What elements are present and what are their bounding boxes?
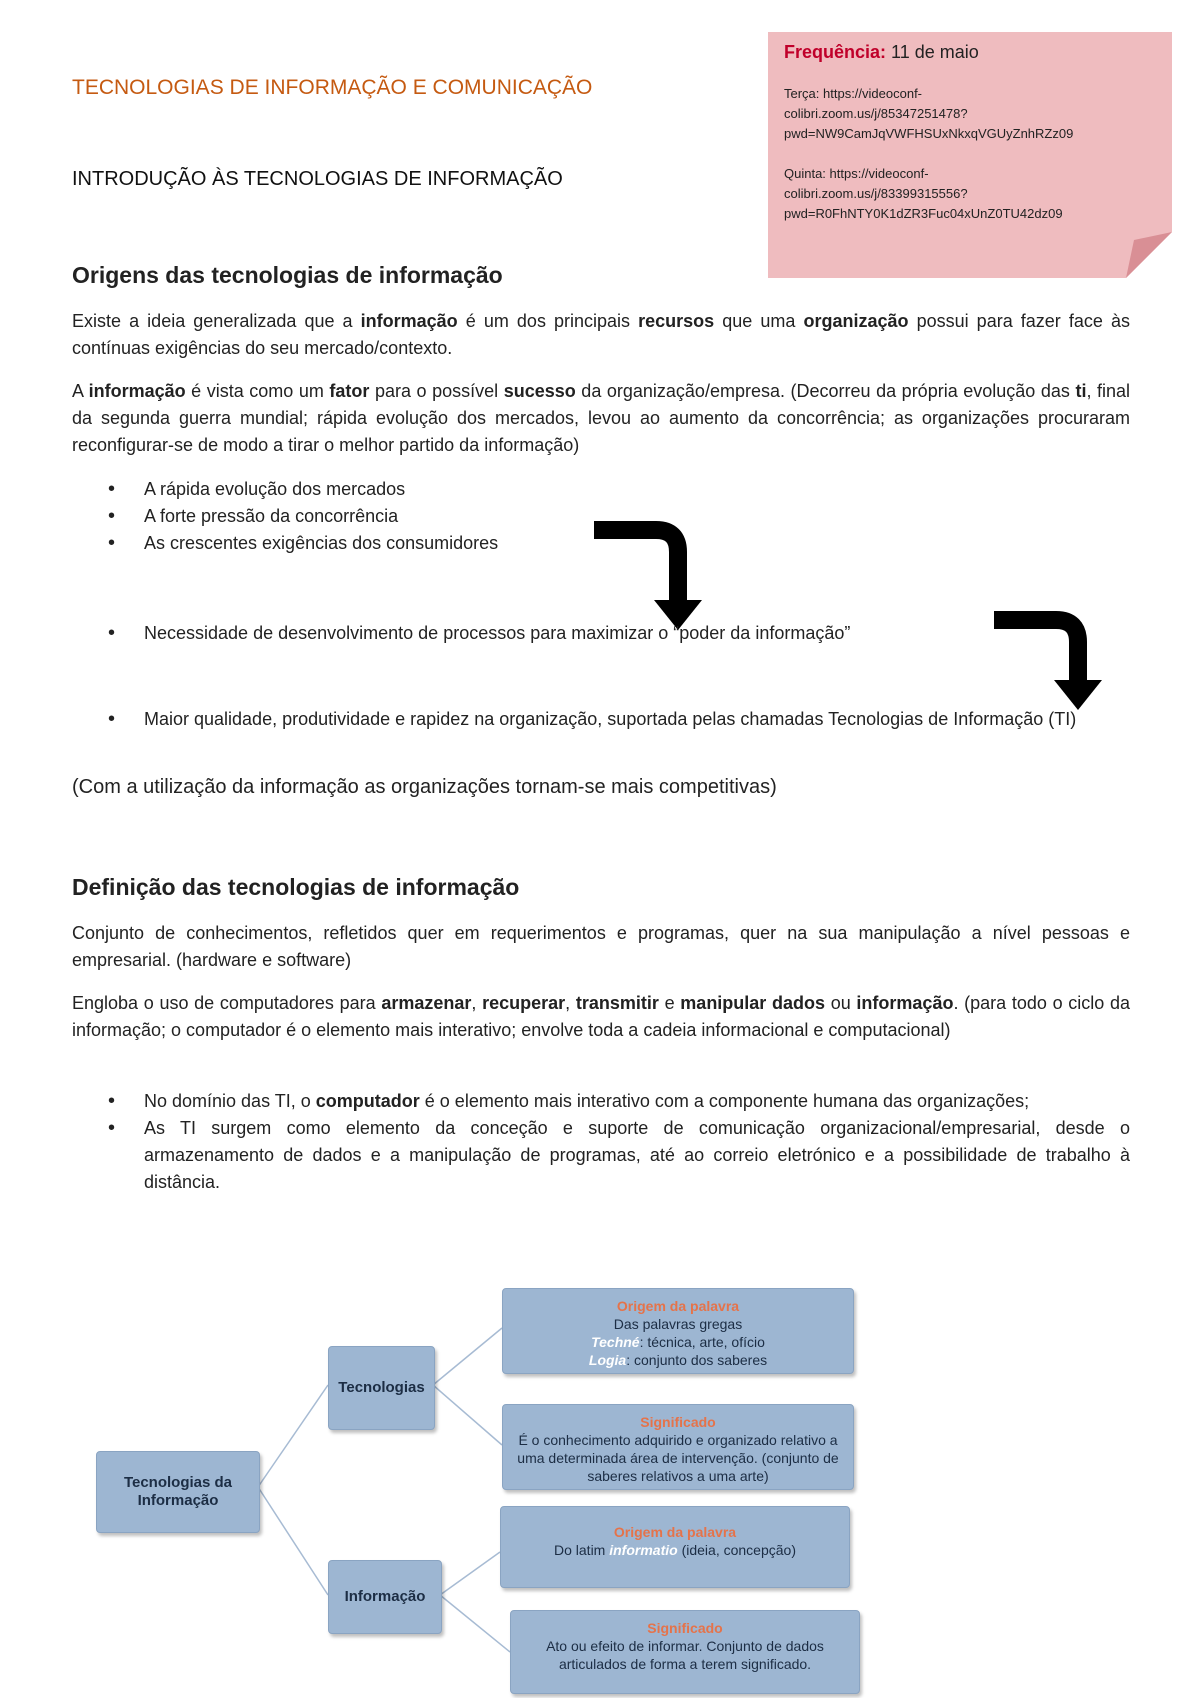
paragraph: Conjunto de conhecimentos, refletidos quer em requerimentos e programas, quer na sua manipulação a nível pessoas e empresarial. (hardware e software) bbox=[72, 923, 1130, 970]
note-date: 11 de maio bbox=[891, 42, 979, 62]
list-item: • No domínio das TI, o computador é o elemento mais interativo com a componente humana das organizações; bbox=[72, 1088, 1130, 1115]
section-heading: Origens das tecnologias de informação bbox=[72, 262, 503, 288]
note-line[interactable]: colibri.zoom.us/j/85347251478? bbox=[784, 106, 968, 121]
paragraph: Existe a ideia generalizada que a informação é um dos principais recursos que uma organização possui para fazer face às contínuas exigências do seu mercado/contexto. bbox=[72, 311, 1130, 358]
closing-statement: (Com a utilização da informação as organizações tornam-se mais competitivas) bbox=[72, 776, 777, 798]
paragraph: Engloba o uso de computadores para armazenar, recuperar, transmitir e manipular dados ou informação. (para todo o ciclo da informação; o computador é o elemento mais interativo; envolve toda a cadeia informacional e computacional) bbox=[72, 993, 1130, 1040]
note-label: Frequência: bbox=[784, 42, 887, 62]
diagram-node-informacao: Informação bbox=[328, 1560, 442, 1634]
diagram-node-tech-origin: Origem da palavra Das palavras gregas Techné: técnica, arte, ofício Logia: conjunto dos saberes bbox=[502, 1288, 854, 1374]
paragraph: A informação é vista como um fator para o possível sucesso da organização/empresa. (Decorreu da própria evolução das ti, final da segunda guerra mundial; rápida evolução dos mercados, levou ao aumento da concorrência; as organizações procuraram reconfigurar-se de modo a tirar o melhor partido da informação) bbox=[72, 381, 1131, 455]
list-item: • Necessidade de desenvolvimento de processos para maximizar o “poder da informação” bbox=[72, 620, 1130, 647]
diagram-node-tecnologias: Tecnologias bbox=[328, 1346, 435, 1430]
list-item: • Maior qualidade, produtividade e rapidez na organização, suportada pelas chamadas Tecnologias de Informação (TI) bbox=[72, 706, 1130, 733]
note-line[interactable]: Terça: https://videoconf- bbox=[784, 86, 923, 101]
sticky-note bbox=[768, 32, 1172, 278]
bullet-list bbox=[72, 706, 1130, 733]
concept-diagram bbox=[0, 1270, 1200, 1698]
bullet-list bbox=[72, 620, 1130, 647]
note-title bbox=[784, 42, 979, 63]
note-line[interactable]: Quinta: https://videoconf- bbox=[784, 166, 929, 181]
note-line[interactable]: pwd=NW9CamJqVWFHSUxNkxqVGUyZnhRZz09 bbox=[784, 126, 1074, 141]
note-line[interactable]: colibri.zoom.us/j/83399315556? bbox=[784, 186, 968, 201]
course-title: TECNOLOGIAS DE INFORMAÇÃO E COMUNICAÇÃO bbox=[72, 76, 593, 99]
curved-arrow-icon bbox=[588, 516, 718, 634]
bullet-list bbox=[72, 1088, 1130, 1196]
page-curl-icon bbox=[1126, 232, 1172, 278]
diagram-node-info-origin: Origem da palavra Do latim informatio (ideia, concepção) bbox=[500, 1506, 850, 1588]
diagram-root-node: Tecnologias da Informação bbox=[96, 1451, 260, 1533]
list-item: • As TI surgem como elemento da conceção e suporte de comunicação organizacional/empresarial, desde o armazenamento de dados e a manipulação de programas, até ao correio eletrónico e a possibilidade de trabalho à distância. bbox=[72, 1115, 1130, 1196]
diagram-node-info-meaning: Significado Ato ou efeito de informar. Conjunto de dados articulados de forma a terem significado. bbox=[510, 1610, 860, 1694]
diagram-node-tech-meaning: Significado É o conhecimento adquirido e organizado relativo a uma determinada área de intervenção. (conjunto de saberes relativos a uma arte) bbox=[502, 1404, 854, 1490]
list-item: • As crescentes exigências dos consumidores bbox=[72, 530, 1130, 557]
list-item: • A forte pressão da concorrência bbox=[72, 503, 1130, 530]
module-title: INTRODUÇÃO ÀS TECNOLOGIAS DE INFORMAÇÃO bbox=[72, 168, 563, 190]
section-heading: Definição das tecnologias de informação bbox=[72, 874, 520, 900]
note-line[interactable]: pwd=R0FhNTY0K1dZR3Fuc04xUnZ0TU42dz09 bbox=[784, 206, 1063, 221]
list-item: • A rápida evolução dos mercados bbox=[72, 476, 1130, 503]
